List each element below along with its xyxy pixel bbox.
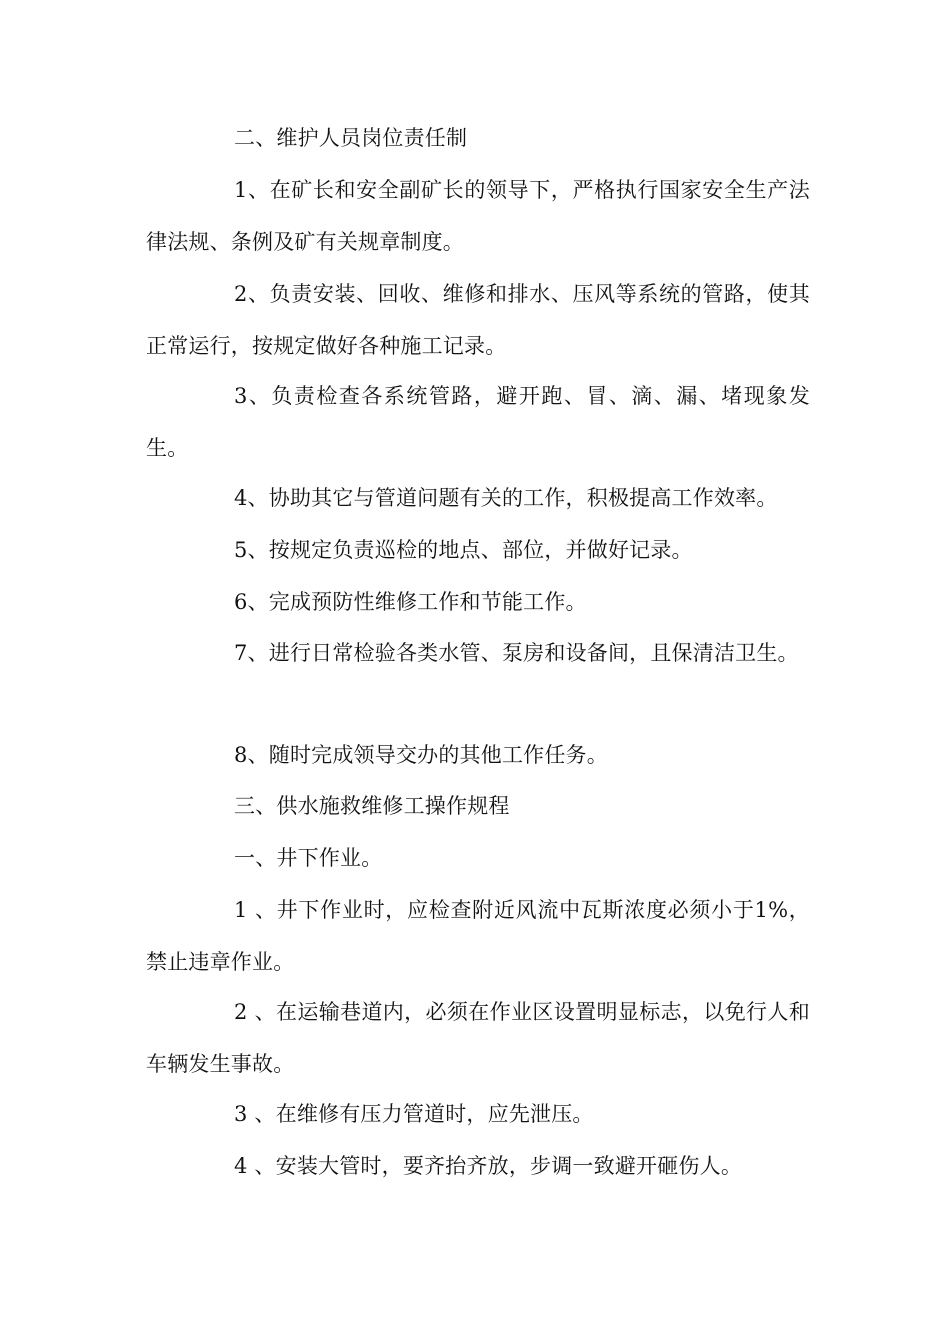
section-heading-operating-procedures: 三、供水施救维修工操作规程	[234, 794, 510, 818]
duty-item-8: 8、随时完成领导交办的其他工作任务。	[234, 743, 608, 767]
procedure-item-2: 2 、在运输巷道内，必须在作业区设置明显标志，以免行人和车辆发生事故。	[146, 1000, 810, 1076]
procedure-item-3: 3 、在维修有压力管道时，应先泄压。	[234, 1102, 594, 1126]
procedure-item-4: 4 、安装大管时，要齐抬齐放，步调一致避开砸伤人。	[234, 1154, 743, 1178]
duty-item-1: 1、在矿长和安全副矿长的领导下，严格执行国家安全生产法律法规、条例及矿有关规章制度。	[146, 178, 810, 254]
duty-item-2: 2、负责安装、回收、维修和排水、压风等系统的管路，使其正常运行，按规定做好各种施工记录。	[146, 282, 810, 358]
procedure-item-1: 1 、井下作业时，应检查附近风流中瓦斯浓度必须小于1%，禁止违章作业。	[146, 898, 810, 974]
duty-item-5: 5、按规定负责巡检的地点、部位，并做好记录。	[234, 538, 693, 562]
section-heading-maintenance-duties: 二、维护人员岗位责任制	[234, 126, 468, 150]
duty-item-6: 6、完成预防性维修工作和节能工作。	[234, 590, 587, 614]
duty-item-3: 3、负责检查各系统管路，避开跑、冒、滴、漏、堵现象发生。	[146, 384, 810, 460]
subsection-heading-underground-work: 一、井下作业。	[234, 846, 383, 870]
duty-item-7: 7、进行日常检验各类水管、泵房和设备间，且保清洁卫生。	[234, 641, 799, 665]
duty-item-4: 4、协助其它与管道问题有关的工作，积极提高工作效率。	[234, 486, 778, 510]
